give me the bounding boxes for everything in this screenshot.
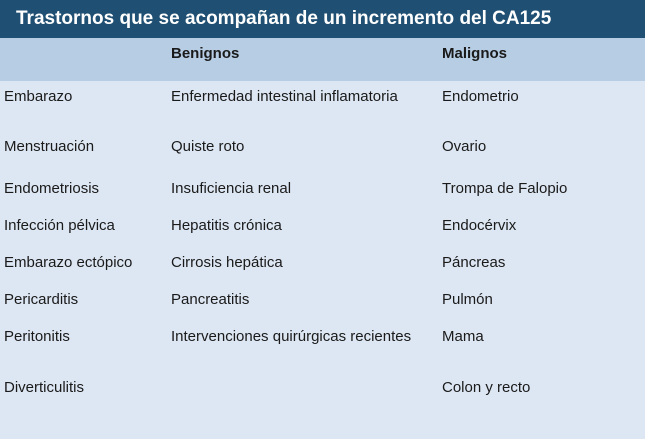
row-benign: Hepatitis crónica xyxy=(171,217,282,234)
row-malignant: Pulmón xyxy=(442,291,493,308)
row-benign: Cirrosis hepática xyxy=(171,254,283,271)
row-malignant: Trompa de Falopio xyxy=(442,180,568,197)
row-benign: Insuficiencia renal xyxy=(171,180,292,197)
row-condition: Embarazo ectópico xyxy=(4,254,133,271)
header-benignos: Benignos xyxy=(171,45,240,62)
row-condition: Infección pélvica xyxy=(4,217,115,234)
row-benign: Enfermedad intestinal inflamatoria xyxy=(171,88,398,105)
header-malignos: Malignos xyxy=(442,45,508,62)
row-benign: Pancreatitis xyxy=(171,291,250,308)
row-benign: Intervenciones quirúrgicas recientes xyxy=(171,328,412,345)
table-header-row xyxy=(0,38,645,81)
row-malignant: Endocérvix xyxy=(442,217,517,234)
row-condition: Embarazo xyxy=(4,88,73,105)
row-condition: Pericarditis xyxy=(4,291,79,308)
row-condition: Menstruación xyxy=(4,138,95,155)
row-benign: Quiste roto xyxy=(171,138,245,155)
row-malignant: Endometrio xyxy=(442,88,519,105)
row-malignant: Colon y recto xyxy=(442,379,531,396)
row-malignant: Mama xyxy=(442,328,484,345)
row-condition: Endometriosis xyxy=(4,180,100,197)
row-condition: Peritonitis xyxy=(4,328,70,345)
row-malignant: Páncreas xyxy=(442,254,506,271)
table-title: Trastornos que se acompañan de un incremento del CA125 xyxy=(0,0,645,38)
row-malignant: Ovario xyxy=(442,138,487,155)
row-condition: Diverticulitis xyxy=(4,379,85,396)
